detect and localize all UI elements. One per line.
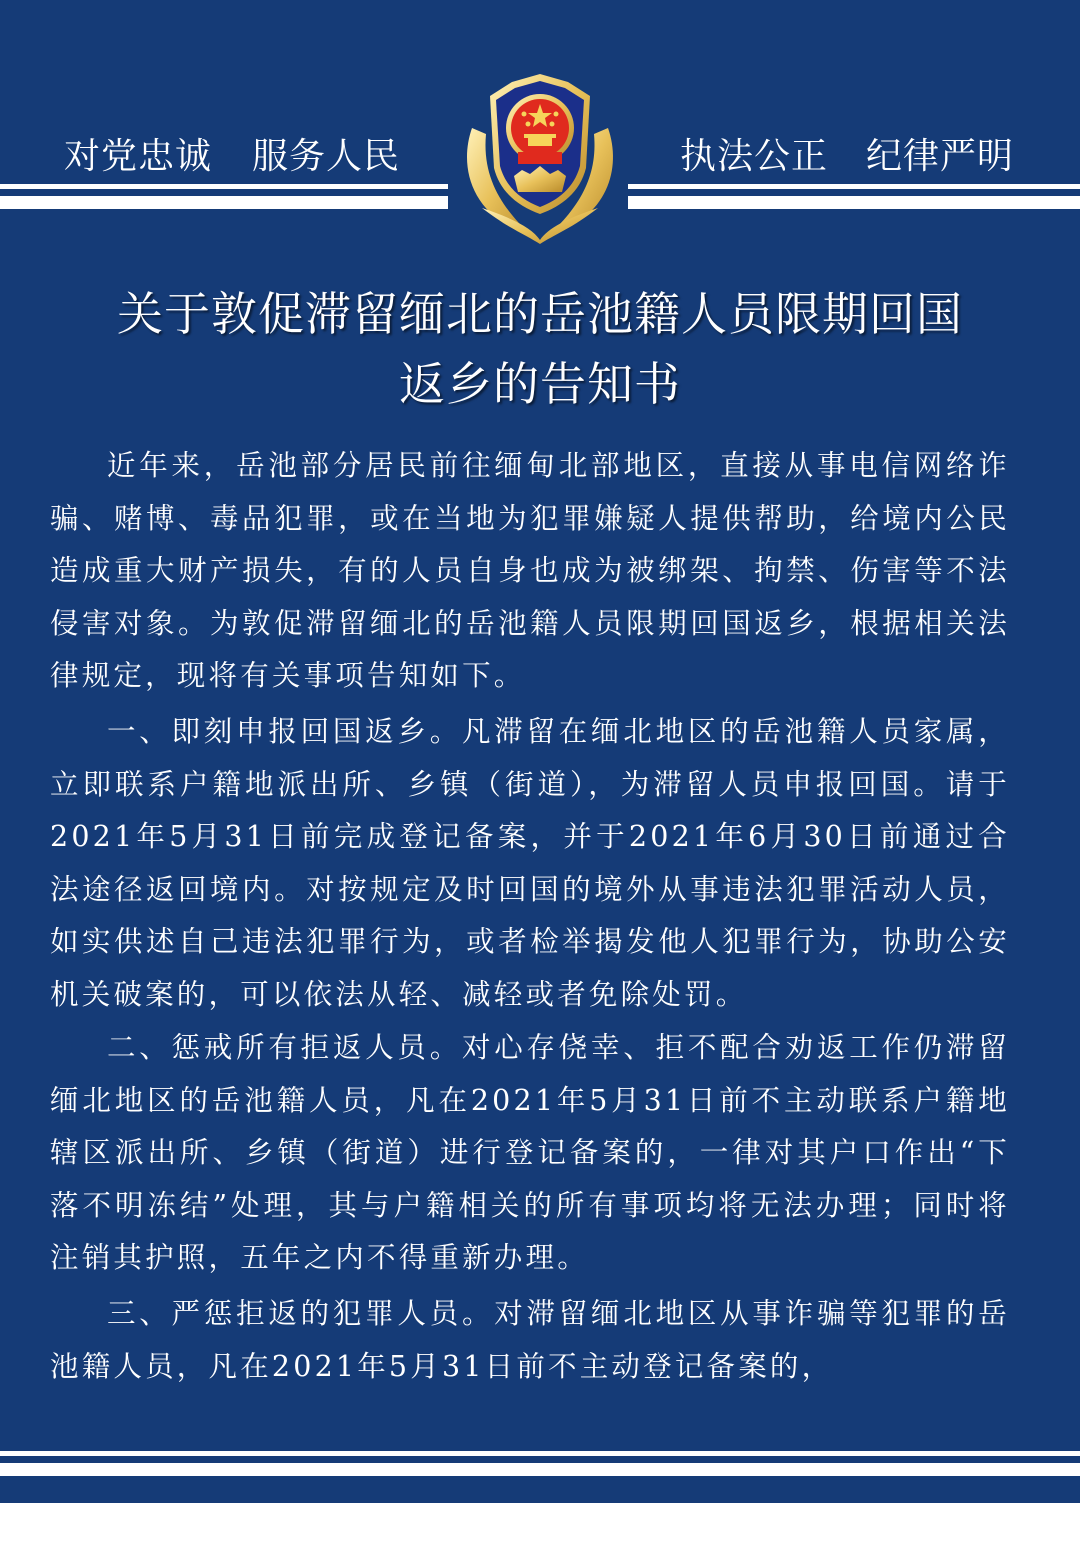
notice-title-line-1: 关于敦促滞留缅北的岳池籍人员限期回国 <box>117 287 963 341</box>
paragraph-text: 一、即刻申报回国返乡。凡滞留在缅北地区的岳池籍人员家属，立即联系户籍地派出所、乡镇（街道），为滞留人员申报回国。请于2021年5月31日前完成登记备案，并于2021年6月30日前通过合法途径返回境内。对按规定及时回国的境外从事违法犯罪活动人员，如实供述自己违法犯罪行为，或者检举揭发他人犯罪行为，协助公安机关破案的，可以依法从轻、减轻或者免除处罚。 <box>50 715 1010 1011</box>
paragraph-item-3 <box>50 1288 1010 1393</box>
paragraph-text: 近年来，岳池部分居民前往缅甸北部地区，直接从事电信网络诈骗、赌博、毒品犯罪，或在当地为犯罪嫌疑人提供帮助，给境内公民造成重大财产损失，有的人员自身也成为被绑架、拘禁、伤害等不法侵害对象。为敦促滞留缅北的岳池籍人员限期回国返乡，根据相关法律规定，现将有关事项告知如下。 <box>50 449 1010 692</box>
slogan-discipline: 纪律严明 <box>866 136 1015 177</box>
footer-stripe-thick <box>0 1463 1080 1476</box>
paragraph-text: 三、严惩拒返的犯罪人员。对滞留缅北地区从事诈骗等犯罪的岳池籍人员，凡在2021年5月31日前不主动登记备案的， <box>50 1297 1010 1383</box>
header-stripe-thin-right <box>628 184 1080 189</box>
police-emblem-icon <box>452 68 628 244</box>
footer-stripe-thin <box>0 1451 1080 1456</box>
paragraph-intro <box>50 440 1010 703</box>
paragraph-item-2 <box>50 1022 1010 1285</box>
notice-title-line-2: 返乡的告知书 <box>399 357 681 411</box>
header-stripe-thick-right <box>628 196 1080 209</box>
header-stripe-thick-left <box>0 196 448 209</box>
slogan-loyalty: 对党忠诚 <box>64 136 213 177</box>
paragraph-item-1 <box>50 706 1010 1021</box>
slogan-serve-people: 服务人民 <box>252 136 401 177</box>
header-stripe-thin-left <box>0 184 448 189</box>
paragraph-text: 二、惩戒所有拒返人员。对心存侥幸、拒不配合劝返工作仍滞留缅北地区的岳池籍人员，凡在2021年5月31日前不主动联系户籍地辖区派出所、乡镇（街道）进行登记备案的，一律对其户口作出“下落不明冻结”处理，其与户籍相关的所有事项均将无法办理；同时将注销其护照，五年之内不得重新办理。 <box>50 1031 1010 1274</box>
slogan-fair-law: 执法公正 <box>680 136 829 177</box>
